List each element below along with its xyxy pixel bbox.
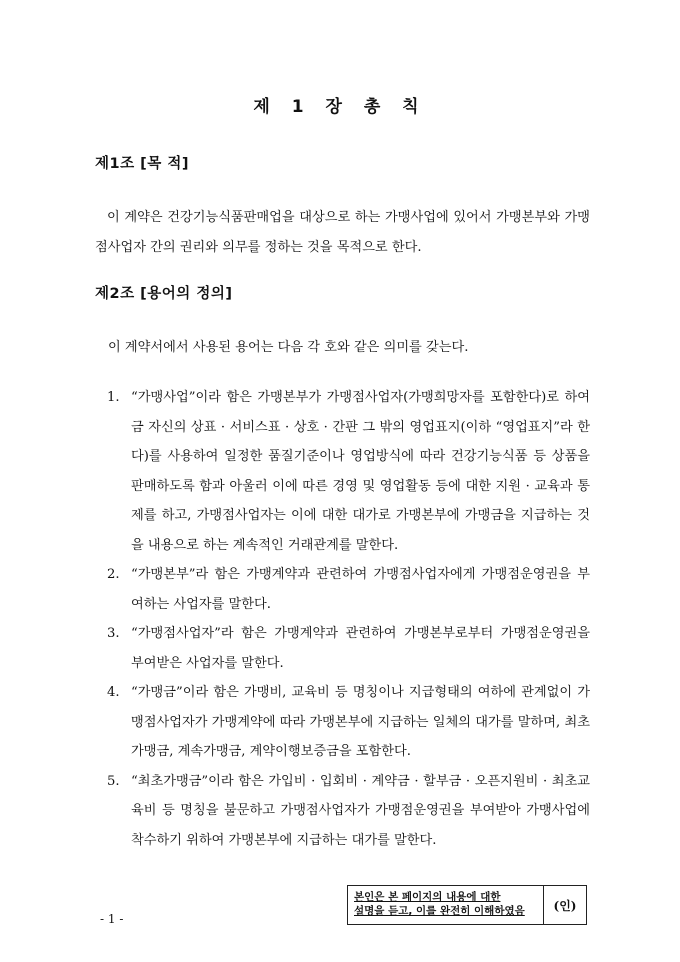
article-2-heading: 제2조 [용어의 정의] xyxy=(95,286,233,302)
confirmation-text xyxy=(348,886,544,924)
list-item xyxy=(95,619,590,678)
definitions-list xyxy=(95,383,590,855)
item-number: 1. xyxy=(107,390,120,405)
item-text: “가맹본부”라 함은 가맹계약과 관련하여 가맹점사업자에게 가맹점운영권을 부여하는 사업자를 말한다. xyxy=(131,567,590,612)
page-number: - 1 - xyxy=(100,912,124,926)
chapter-title: 제 1 장 총 칙 xyxy=(253,97,427,117)
item-number: 3. xyxy=(107,626,120,641)
list-item xyxy=(95,383,590,560)
item-text: “가맹금”이라 함은 가맹비, 교육비 등 명칭이나 지급형태의 여하에 관계없이 가맹점사업자가 가맹계약에 따라 가맹본부에 지급하는 일체의 대가를 말하며, 최초가맹금, 계속가맹금, 계약이행보증금을 포함한다. xyxy=(131,685,590,759)
item-text: “가맹점사업자”라 함은 가맹계약과 관련하여 가맹본부로부터 가맹점운영권을 부여받은 사업자를 말한다. xyxy=(131,626,590,671)
item-number: 2. xyxy=(107,567,120,582)
confirmation-box xyxy=(347,885,587,925)
article-2-intro: 이 계약서에서 사용된 용어는 다음 각 호와 같은 의미를 갖는다. xyxy=(108,340,469,355)
confirmation-line-2: 설명을 듣고, 이를 완전히 이해하였음 xyxy=(354,905,525,917)
item-text: “최초가맹금”이라 함은 가입비 · 입회비 · 계약금 · 할부금 · 오픈지원비 · 최초교육비 등 명칭을 불문하고 가맹점사업자가 가맹점운영권을 부여받아 가맹사업에 착수하기 위하여 가맹본부에 지급하는 대가를 말한다. xyxy=(131,773,590,848)
article-1-text: 이 계약은 건강기능식품판매업을 대상으로 하는 가맹사업에 있어서 가맹본부와 가맹점사업자 간의 권리와 의무를 정하는 것을 목적으로 한다. xyxy=(95,210,590,255)
list-item xyxy=(95,767,590,856)
item-text: “가맹사업”이라 함은 가맹본부가 가맹점사업자(가맹희망자를 포함한다)로 하여금 자신의 상표 · 서비스표 · 상호 · 간판 그 밖의 영업표지(이하 “영업표지”라 한다)를 사용하여 일정한 품질기준이나 영업방식에 따라 건강기능식품 등 상품을 판매하도록 함과 아울러 이에 따른 경영 및 영업활동 등에 대한 지원 · 교육과 통제를 하고, 가맹점사업자는 이에 대한 대가로 가맹본부에 가맹금을 지급하는 것을 내용으로 하는 계속적인 거래관계를 말한다. xyxy=(131,390,590,553)
list-item xyxy=(95,560,590,619)
item-number: 4. xyxy=(107,685,120,700)
confirmation-line-1: 본인은 본 페이지의 내용에 대한 xyxy=(354,891,501,903)
list-item xyxy=(95,678,590,767)
seal-field[interactable]: (인) xyxy=(553,898,577,913)
article-1-heading: 제1조 [목 적] xyxy=(95,156,189,172)
item-number: 5. xyxy=(107,773,120,789)
